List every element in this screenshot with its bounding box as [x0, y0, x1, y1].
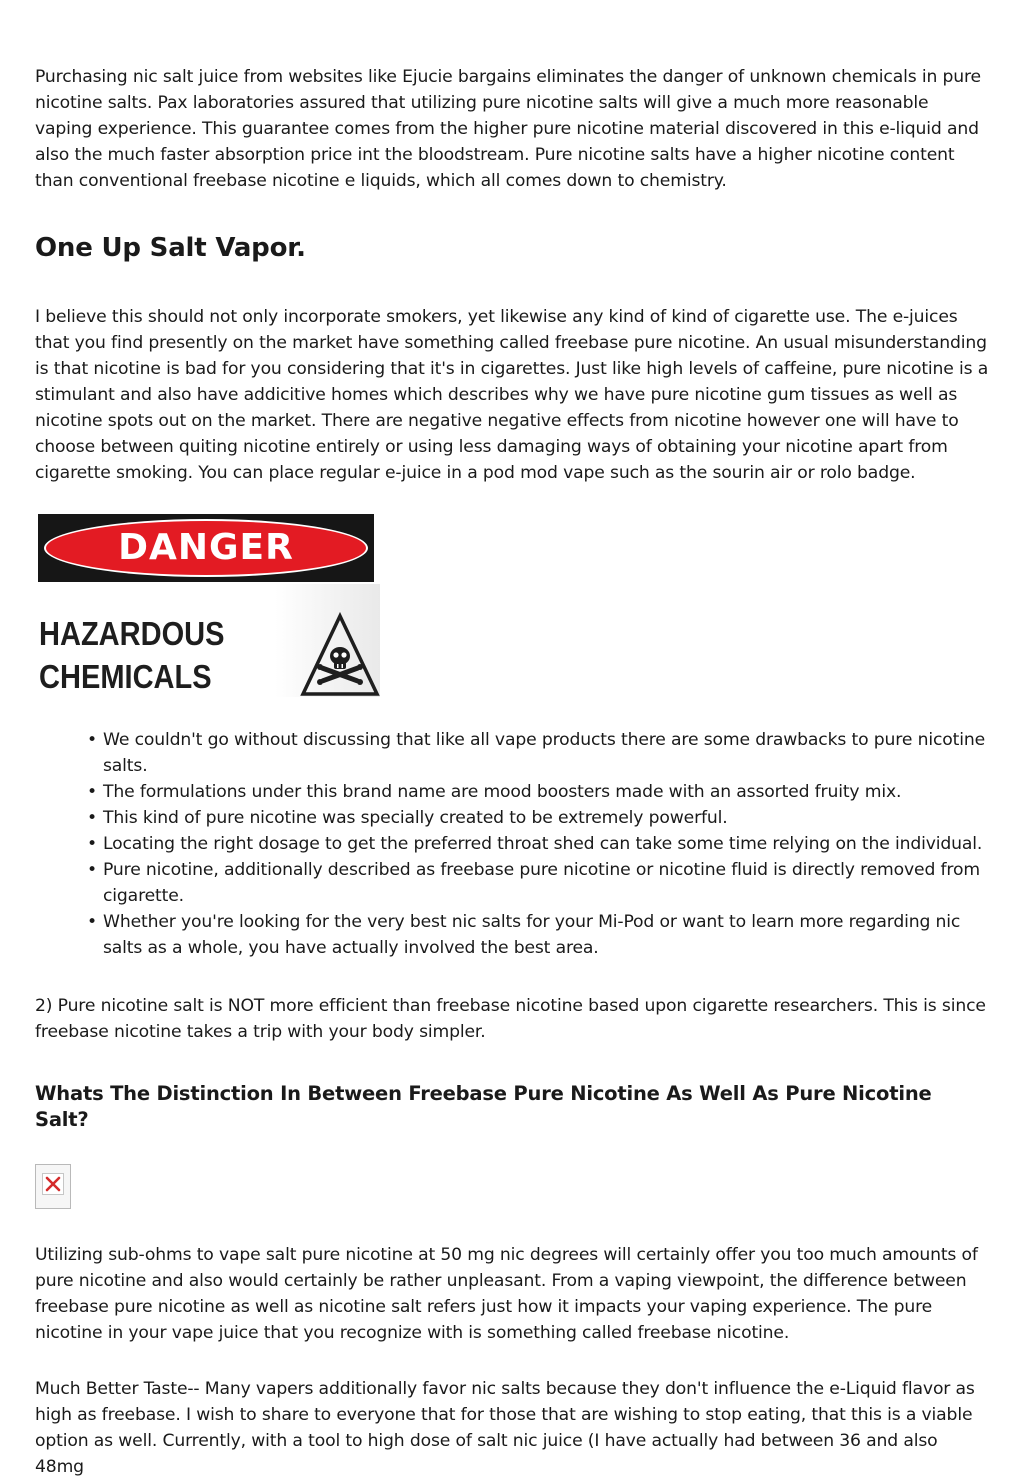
list-item [87, 779, 990, 805]
bullet-marker: • [87, 834, 97, 854]
broken-image-frame [42, 1173, 64, 1195]
bullet-marker: • [87, 808, 97, 828]
heading-distinction: Whats The Distinction In Between Freebase Pure Nicotine As Well As Pure Nicotine Salt? [35, 1082, 932, 1131]
hazard-line-2: CHEMICALS [39, 658, 212, 695]
list-item-text: Whether you're looking for the very best nic salts for your Mi-Pod or want to learn more regarding nic salts as a whole, you have actually involved the best area. [103, 912, 961, 958]
hazard-text [39, 612, 225, 697]
hazard-line-1: HAZARDOUS [39, 615, 225, 652]
list-item [87, 727, 990, 779]
bullet-marker: • [87, 912, 97, 932]
danger-oval [44, 519, 368, 577]
article [35, 64, 990, 1480]
bullet-list [35, 727, 990, 961]
paragraph-intro: Purchasing nic salt juice from websites like Ejucie bargains eliminates the danger of unknown chemicals in pure nicotine salts. Pax laboratories assured that utilizing pure nicotine salts will give a much more reasonable vaping experience. This guarantee comes from the higher pure nicotine material discovered in this e-liquid and also the much faster absorption price int the bloodstream. Pure nicotine salts have a higher nicotine content than conventional freebase nicotine e liquids, which all comes down to chemistry. [35, 67, 981, 191]
list-item-text: This kind of pure nicotine was specially created to be extremely powerful. [103, 808, 728, 828]
list-item-text: Locating the right dosage to get the preferred throat shed can take some time relying on the individual. [103, 834, 983, 854]
list-item [87, 857, 990, 909]
danger-word: DANGER [118, 527, 294, 568]
bullet-marker: • [87, 860, 97, 880]
list-item [87, 909, 990, 961]
list-item-text: The formulations under this brand name are mood boosters made with an assorted fruity mix. [103, 782, 902, 802]
broken-image-icon [43, 1174, 63, 1194]
skull-crossbones-warning-icon [300, 612, 380, 697]
list-item-text: We couldn't go without discussing that like all vape products there are some drawbacks to pure nicotine salts. [103, 730, 985, 776]
danger-hazardous-chemicals-image [35, 514, 380, 697]
danger-band [38, 514, 374, 582]
paragraph-fifth: Much Better Taste-- Many vapers additionally favor nic salts because they don't influence the e-Liquid flavor as high as freebase. I wish to share to everyone that for those that are wishing to stop eating, that this is a viable option as well. Currently, with a tool to high dose of salt nic juice (I have actually had between 36 and also 48mg [35, 1379, 975, 1477]
list-item [87, 831, 990, 857]
bullet-marker: • [87, 730, 97, 750]
paragraph-third: 2) Pure nicotine salt is NOT more efficient than freebase nicotine based upon cigarette researchers. This is since freebase nicotine takes a trip with your body simpler. [35, 996, 986, 1042]
list-item-text: Pure nicotine, additionally described as freebase pure nicotine or nicotine fluid is directly removed from cigarette. [103, 860, 980, 906]
paragraph-fourth: Utilizing sub-ohms to vape salt pure nicotine at 50 mg nic degrees will certainly offer you too much amounts of pure nicotine and also would certainly be rather unpleasant. From a vaping viewpoint, the difference between freebase pure nicotine as well as nicotine salt refers just how it impacts your vaping experience. The pure nicotine in your vape juice that you recognize with is something called freebase nicotine. [35, 1245, 978, 1343]
bullet-marker: • [87, 782, 97, 802]
list-item [87, 805, 990, 831]
heading-one-up-salt-vapor: One Up Salt Vapor. [35, 233, 306, 263]
paragraph-second: I believe this should not only incorporate smokers, yet likewise any kind of kind of cigarette use. The e-juices that you find presently on the market have something called freebase pure nicotine. An usual misunderstanding is that nicotine is bad for you considering that it's in cigarettes. Just like high levels of caffeine, pure nicotine is a stimulant and also have addicitive homes which describes why we have pure nicotine gum tissues as well as nicotine spots out on the market. There are negative negative effects from nicotine however one will have to choose between quiting nicotine entirely or using less damaging ways of obtaining your nicotine apart from cigarette smoking. You can place regular e-juice in a pod mod vape such as the sourin air or rolo badge. [35, 307, 989, 483]
broken-image-placeholder [35, 1164, 71, 1209]
